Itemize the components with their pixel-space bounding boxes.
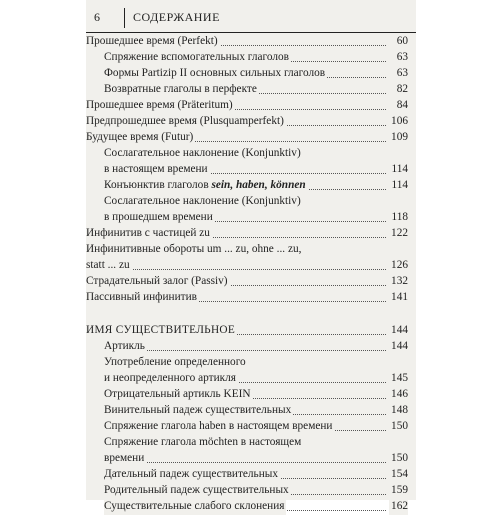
toc-entry	[86, 371, 416, 387]
toc-entry	[86, 130, 416, 146]
toc-page-number: 159	[389, 483, 408, 499]
toc-entry-text: Страдательный залог (Passiv)	[86, 275, 228, 287]
toc-entry-title	[104, 499, 286, 515]
toc-entry	[86, 50, 416, 66]
header-divider	[124, 8, 125, 28]
toc-entry	[86, 82, 416, 98]
toc-page-number: 114	[389, 178, 408, 194]
toc-entry-title	[104, 371, 238, 387]
toc-entry-title	[86, 290, 199, 306]
toc-entry	[86, 162, 416, 178]
toc-entry-title	[86, 226, 212, 242]
toc-entry	[86, 114, 416, 130]
toc-entry-title	[86, 34, 220, 50]
toc-entry	[86, 355, 416, 371]
toc-entry-text: Родительный падеж существительных	[104, 484, 289, 496]
toc-entry-title	[104, 483, 291, 499]
toc-page-number: 141	[389, 290, 408, 306]
toc-entry-title	[104, 146, 303, 162]
toc-entry	[86, 226, 416, 242]
toc-entry	[86, 194, 416, 210]
toc-leader-dots	[104, 462, 386, 463]
toc-entry-title	[86, 242, 303, 258]
page-title: СОДЕРЖАНИЕ	[133, 10, 220, 24]
toc-entry-title	[104, 467, 280, 483]
toc-entry	[86, 146, 416, 162]
toc-entry-title	[104, 435, 303, 451]
toc-entry-title	[104, 66, 327, 82]
toc-entry-text: Инфинитивные обороты um ... zu, ohne ... zu,	[86, 243, 302, 255]
toc-page-number: 63	[395, 50, 408, 66]
toc-entry-title	[86, 274, 230, 290]
toc-page-number: 63	[395, 66, 408, 82]
toc-entry-text: Сослагательное наклонение (Konjunktiv)	[104, 195, 301, 207]
toc-entry-text: Предпрошедшее время (Plusquamperfekt)	[86, 115, 284, 127]
header-rule	[86, 32, 416, 33]
toc-entry-text: времени	[104, 452, 145, 464]
toc-entry-text: и неопределенного артикля	[104, 372, 236, 384]
toc-entry-text: Пассивный инфинитив	[86, 291, 197, 303]
toc-entry-title	[104, 50, 291, 66]
toc-entry-title	[86, 258, 132, 274]
toc-entry	[86, 98, 416, 114]
toc-page-number: 82	[395, 82, 408, 98]
toc-entry-text: Возвратные глаголы в перфекте	[104, 83, 257, 95]
toc-entry	[86, 290, 416, 306]
toc-page-number: 154	[389, 467, 408, 483]
toc-entry-text: Прошедшее время (Perfekt)	[86, 35, 218, 47]
toc-page-number: 106	[389, 114, 408, 130]
toc-entry-text: Сослагательное наклонение (Konjunktiv)	[104, 147, 301, 159]
toc-entry-title	[104, 403, 293, 419]
toc-page-number: 150	[389, 451, 408, 467]
toc-entry-title	[104, 339, 147, 355]
toc-entry-title	[104, 194, 303, 210]
toc-entry-text: Дательный падеж существительных	[104, 468, 278, 480]
toc-page-number: 122	[389, 226, 408, 242]
toc-entry-title	[104, 387, 253, 403]
toc-page-number: 144	[389, 323, 408, 339]
page-header	[86, 8, 416, 28]
toc-entry	[86, 339, 416, 355]
toc-entry	[86, 483, 416, 499]
toc-page-number: 126	[389, 258, 408, 274]
toc-page-number: 145	[389, 371, 408, 387]
toc-entry-title	[104, 162, 210, 178]
toc-entry-text: Спряжение глагола möchten в настоящем	[104, 436, 302, 448]
toc-entry	[86, 210, 416, 226]
toc-entry-title	[86, 98, 235, 114]
page-number: 6	[94, 10, 100, 24]
toc-entry-title	[86, 323, 237, 339]
toc-entry	[86, 274, 416, 290]
toc-page-number: 84	[395, 98, 408, 114]
toc-section-heading	[86, 323, 416, 339]
toc-entry	[86, 403, 416, 419]
toc-entry-title	[104, 210, 215, 226]
toc-entry	[86, 451, 416, 467]
toc-entry-text: Инфинитив с частицей zu	[86, 227, 210, 239]
toc-entry-text: ИМЯ СУЩЕСТВИТЕЛЬНОЕ	[86, 324, 236, 336]
toc-page-number: 109	[389, 130, 408, 146]
toc-entry-text: Спряжение глагола haben в настоящем времени	[104, 420, 333, 432]
toc-entry	[86, 435, 416, 451]
toc-page-number: 146	[389, 387, 408, 403]
toc-entry-text: Формы Partizip II основных сильных глаголов	[104, 67, 326, 79]
toc-entry-text: Спряжение вспомогательных глаголов	[104, 51, 289, 63]
toc-entry-text: Прошедшее время (Präteritum)	[86, 99, 233, 111]
toc-entry	[86, 66, 416, 82]
toc-page-number: 132	[389, 274, 408, 290]
toc-entry	[86, 387, 416, 403]
toc-entry	[86, 419, 416, 435]
toc-entry-title	[104, 82, 259, 98]
toc-page-number: 114	[389, 162, 408, 178]
toc-entry-title	[104, 451, 146, 467]
toc-entry-text: Будущее время (Futur)	[86, 131, 194, 143]
toc-entry-emphasis: sein, haben, können	[211, 179, 306, 191]
toc-page-number: 150	[389, 419, 408, 435]
toc-entry-text: в настоящем времени	[104, 163, 208, 175]
toc-entry-title	[86, 114, 286, 130]
toc-entry	[86, 499, 416, 515]
toc-entry	[86, 178, 416, 194]
toc-entry	[86, 467, 416, 483]
toc-entry-text: Существительные слабого склонения	[104, 500, 285, 512]
toc-entry-text: Артикль	[104, 340, 145, 352]
toc-entry-text: в прошедшем времени	[104, 211, 213, 223]
toc-entry	[86, 258, 416, 274]
toc-page-number: 60	[395, 34, 408, 50]
toc-entry-title	[104, 419, 334, 435]
toc-entry	[86, 34, 416, 50]
toc-entry-text: Винительный падеж существительных	[104, 404, 292, 416]
toc-entry-text: Отрицательный артикль KEIN	[104, 388, 251, 400]
toc-page-number: 144	[389, 339, 408, 355]
toc-page-number: 162	[389, 499, 408, 515]
toc-entry-title	[104, 178, 308, 194]
toc-page-number: 118	[389, 210, 408, 226]
toc-entry-text: Конъюнктив глаголов	[104, 179, 212, 191]
toc-entry-text: statt ... zu	[86, 259, 130, 271]
toc-entry	[86, 242, 416, 258]
toc-entry-title	[86, 130, 195, 146]
toc-entry-title	[104, 355, 248, 371]
toc-entry-text: Употребление определенного	[104, 356, 246, 368]
toc-page-number: 148	[389, 403, 408, 419]
